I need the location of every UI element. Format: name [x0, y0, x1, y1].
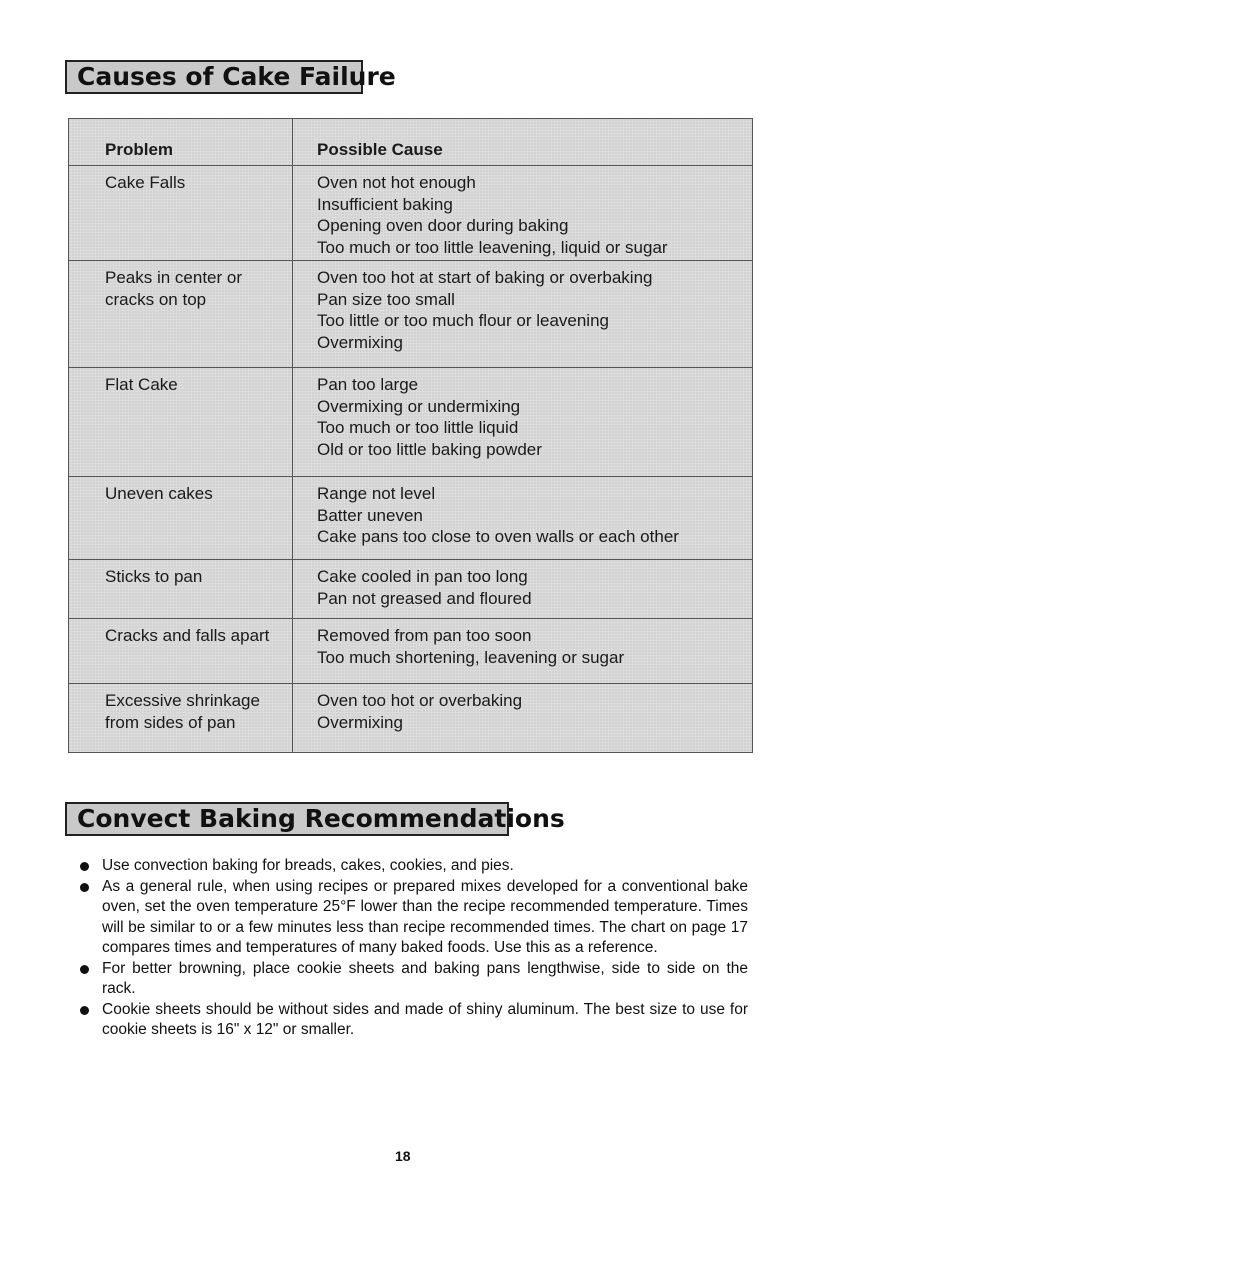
cause-cell [293, 684, 753, 753]
cause-text: Pan size too small [317, 289, 455, 309]
cause-text: Cake cooled in pan too long [317, 567, 528, 586]
cause-cell [293, 477, 753, 560]
table-row [69, 166, 753, 261]
cause-text: Overmixing [317, 712, 403, 732]
cause-text: Cake pans too close to oven walls or each other [317, 527, 679, 546]
table-row [69, 619, 753, 684]
cause-text: Old or too little baking powder [317, 439, 542, 459]
table-header-row [69, 119, 753, 166]
cause-text: Batter uneven [317, 505, 423, 525]
cause-text: Removed from pan too soon [317, 626, 532, 645]
list-item-text: Cookie sheets should be without sides and made of shiny aluminum. The best size to use for cookie sheets is 16" x 12" or smaller. [102, 1000, 748, 1038]
cause-text: Oven too hot at start of baking or overbaking [317, 268, 653, 287]
cause-cell [293, 261, 753, 368]
bullet-icon [80, 965, 89, 974]
cause-text: Overmixing or undermixing [317, 396, 521, 416]
cause-text: Too much or too little liquid [317, 418, 519, 437]
problem-text: cracks on top [105, 289, 207, 309]
table-row [69, 477, 753, 560]
cause-text: Insufficient baking [317, 194, 453, 214]
cause-text: Overmixing [317, 332, 403, 352]
problem-text: Cracks and falls apart [105, 626, 270, 645]
problem-cell [69, 560, 293, 619]
list-item-text: Use convection baking for breads, cakes, cookies, and pies. [102, 857, 514, 874]
problem-text: Excessive shrinkage [105, 691, 260, 710]
cause-cell [293, 368, 753, 477]
problem-text: Peaks in center or [105, 268, 243, 287]
table-row [69, 368, 753, 477]
problem-text: Flat Cake [105, 375, 178, 394]
convect-heading: Convect Baking Recommendations [65, 802, 509, 836]
list-item [80, 877, 748, 959]
problem-cell [69, 619, 293, 684]
causes-heading: Causes of Cake Failure [65, 60, 363, 94]
problem-cell [69, 261, 293, 368]
cake-failure-table [68, 118, 753, 753]
cause-cell [293, 560, 753, 619]
cause-text: Pan not greased and floured [317, 588, 532, 608]
list-item-text: For better browning, place cookie sheets and baking pans lengthwise, side to side on the rack. [102, 959, 748, 997]
problem-column-header: Problem [69, 119, 293, 166]
bullet-icon [80, 1006, 89, 1015]
cause-text: Range not level [317, 484, 436, 503]
problem-cell [69, 166, 293, 261]
table-row [69, 261, 753, 368]
problem-text: Sticks to pan [105, 567, 203, 586]
recommendation-list [80, 856, 748, 1041]
cause-column-header: Possible Cause [317, 140, 443, 159]
problem-cell [69, 368, 293, 477]
bullet-icon [80, 883, 89, 892]
list-item-text: As a general rule, when using recipes or prepared mixes developed for a conventional bake oven, set the oven temperature 25°F lower than the recipe recommended temperature. Times will be similar to or a few minutes less than recipe recommended times. The chart on page 17 compares times and temperatures of many baked foods. Use this as a reference. [102, 877, 748, 956]
cause-text: Too much or too little leavening, liquid or sugar [317, 237, 668, 257]
problem-text: from sides of pan [105, 712, 236, 732]
cause-cell [293, 166, 753, 261]
cause-text: Too much shortening, leavening or sugar [317, 647, 625, 667]
cause-text: Too little or too much flour or leavening [317, 311, 609, 330]
list-item [80, 959, 748, 1000]
list-item [80, 856, 748, 877]
problem-cell [69, 477, 293, 560]
cause-text: Oven too hot or overbaking [317, 691, 523, 710]
bullet-icon [80, 862, 89, 871]
cause-text: Opening oven door during baking [317, 216, 569, 235]
problem-cell [69, 684, 293, 753]
table-row [69, 684, 753, 753]
problem-text: Uneven cakes [105, 484, 213, 503]
cause-text: Pan too large [317, 375, 419, 394]
cause-cell [293, 619, 753, 684]
list-item [80, 1000, 748, 1041]
problem-text: Cake Falls [105, 173, 186, 192]
cause-text: Oven not hot enough [317, 173, 476, 192]
page-number: 18 [395, 1148, 411, 1164]
table-row [69, 560, 753, 619]
